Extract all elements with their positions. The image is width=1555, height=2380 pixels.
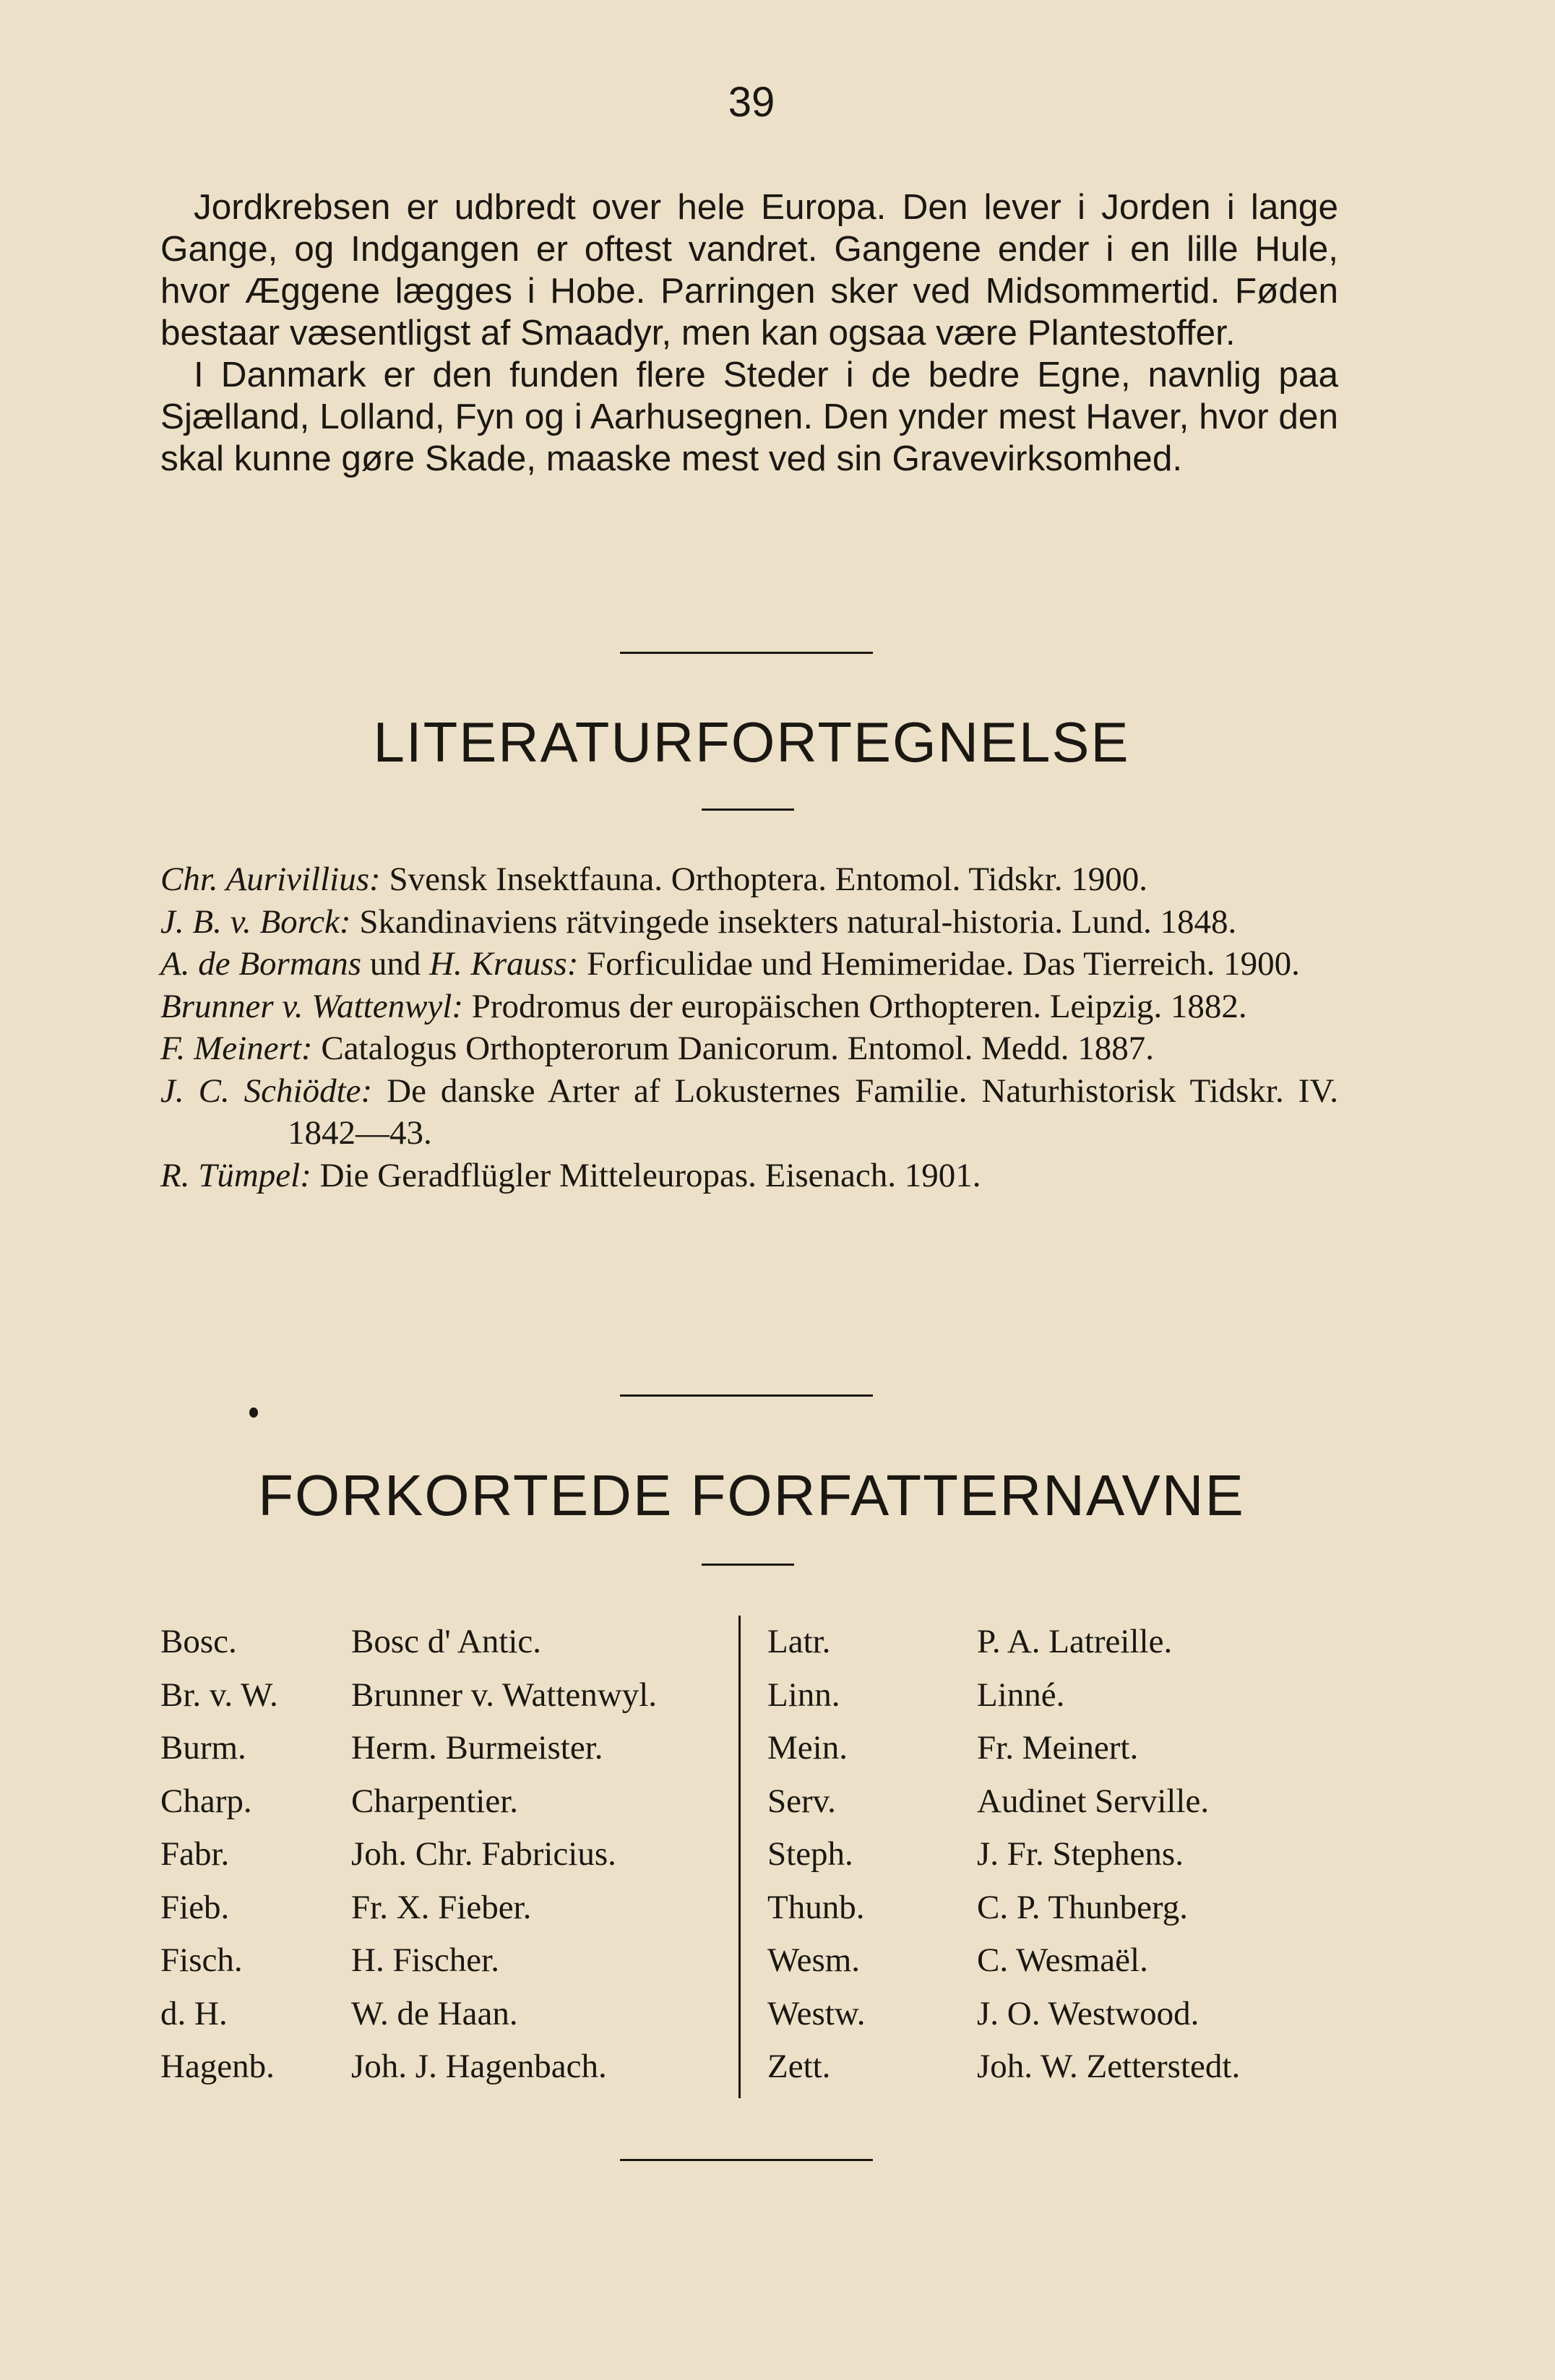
divider-rule [620, 1394, 873, 1397]
name-cell: W. de Haan. [351, 1994, 518, 2032]
abbr-cell: Latr. [767, 1623, 831, 1660]
literature-entry [160, 1155, 1338, 1197]
paragraph: I Danmark er den funden flere Steder i de bedre Egne, navnlig paa Sjælland, Lolland, Fyn og i Aarhusegnen. Den ynder mest Haver, hvor den skal kunne gøre Skade, maaske mest ved sin Gravevirksomhed. [160, 355, 1338, 478]
name-cell: Linné. [977, 1676, 1065, 1714]
name-cell: C. Wesmaël. [977, 1941, 1148, 1979]
abbr-cell: Burm. [160, 1729, 246, 1767]
name-cell: Joh. Chr. Fabricius. [351, 1835, 616, 1873]
name-cell: C. P. Thunberg. [977, 1888, 1189, 1926]
literature-author: R. Tümpel: [160, 1156, 311, 1194]
divider-rule [620, 652, 873, 654]
abbr-cell: d. H. [160, 1994, 228, 2032]
literature-text: Forficulidae und Hemimeridae. Das Tierreich. 1900. [578, 945, 1300, 983]
literature-entry [160, 858, 1338, 901]
name-cell: Herm. Burmeister. [351, 1729, 603, 1767]
literature-entry [160, 943, 1338, 986]
name-column-left [351, 1616, 657, 2094]
abbr-column-right [767, 1616, 865, 2094]
divider-rule [702, 809, 794, 811]
body-text [160, 186, 1338, 480]
name-cell: Fr. X. Fieber. [351, 1888, 532, 1926]
name-cell: Charpentier. [351, 1782, 519, 1820]
abbreviations-heading: FORKORTEDE FORFATTERNAVNE [258, 1463, 1245, 1527]
name-cell: H. Fischer. [351, 1941, 499, 1979]
literature-text: Svensk Insektfauna. Orthoptera. Entomol. Tidskr. 1900. [380, 861, 1148, 898]
literature-text: De danske Arter af Lokusternes Familie. Naturhistorisk Tidskr. IV. 1842—43. [288, 1072, 1338, 1152]
name-cell: Brunner v. Wattenwyl. [351, 1676, 658, 1714]
abbr-cell: Fisch. [160, 1941, 243, 1979]
literature-text: Die Geradflügler Mitteleuropas. Eisenach. 1901. [311, 1156, 981, 1194]
abbr-cell: Bosc. [160, 1623, 237, 1660]
literature-author: A. de Bormans [160, 945, 362, 983]
literature-author: J. C. Schiödte: [160, 1072, 373, 1110]
abbr-cell: Steph. [767, 1835, 853, 1873]
column-divider [738, 1616, 741, 2098]
literature-list [160, 858, 1338, 1197]
literature-author: Chr. Aurivillius: [160, 861, 381, 898]
name-cell: Bosc d' Antic. [351, 1623, 542, 1660]
divider-rule [702, 1564, 794, 1566]
abbr-cell: Charp. [160, 1782, 252, 1820]
literature-author: F. Meinert: [160, 1030, 313, 1067]
abbr-cell: Linn. [767, 1676, 840, 1714]
literature-entry [160, 901, 1338, 944]
literature-author: J. B. v. Borck: [160, 902, 351, 941]
abbr-cell: Thunb. [767, 1888, 865, 1926]
literature-author: H. Krauss: [429, 945, 579, 983]
literature-entry [160, 986, 1338, 1028]
abbr-cell: Mein. [767, 1729, 848, 1767]
literature-entry [160, 1070, 1338, 1155]
name-column-right [977, 1616, 1240, 2094]
name-cell: J. O. Westwood. [977, 1994, 1199, 2032]
literature-text: Catalogus Orthopterorum Danicorum. Entomol. Medd. 1887. [312, 1030, 1154, 1067]
abbr-cell: Br. v. W. [160, 1676, 278, 1714]
abbr-cell: Fieb. [160, 1888, 230, 1926]
name-cell: J. Fr. Stephens. [977, 1835, 1184, 1873]
abbr-cell: Serv. [767, 1782, 836, 1820]
literature-text: Prodromus der europäischen Orthopteren. Leipzig. 1882. [463, 987, 1247, 1025]
name-cell: Joh. J. Hagenbach. [351, 2048, 607, 2085]
abbr-cell: Fabr. [160, 1835, 230, 1873]
ink-dot [249, 1407, 258, 1418]
name-cell: Audinet Serville. [977, 1782, 1210, 1820]
divider-rule [620, 2159, 873, 2161]
abbr-cell: Zett. [767, 2048, 831, 2085]
literature-entry [160, 1027, 1338, 1070]
abbr-cell: Westw. [767, 1994, 866, 2032]
abbr-cell: Hagenb. [160, 2048, 275, 2085]
abbr-column-left [160, 1616, 278, 2094]
literature-text: und [361, 945, 430, 983]
literature-heading: LITERATURFORTEGNELSE [373, 710, 1130, 774]
literature-text: Skandinaviens rätvingede insekters natural-historia. Lund. 1848. [350, 902, 1237, 941]
paragraph: Jordkrebsen er udbredt over hele Europa. Den lever i Jorden i lange Gange, og Indgangen er oftest vandret. Gangene ender i en lille Hule, hvor Æggene lægges i Hobe. Parringen sker ved Midsommertid. Føden bestaar væsentligst af Smaadyr, men kan ogsaa være Plantestoffer. [160, 187, 1338, 353]
name-cell: Fr. Meinert. [977, 1729, 1139, 1767]
name-cell: P. A. Latreille. [977, 1623, 1173, 1660]
abbr-cell: Wesm. [767, 1941, 861, 1979]
literature-author: Brunner v. Wattenwyl: [160, 987, 464, 1025]
name-cell: Joh. W. Zetterstedt. [977, 2048, 1241, 2085]
page-number: 39 [728, 79, 775, 126]
